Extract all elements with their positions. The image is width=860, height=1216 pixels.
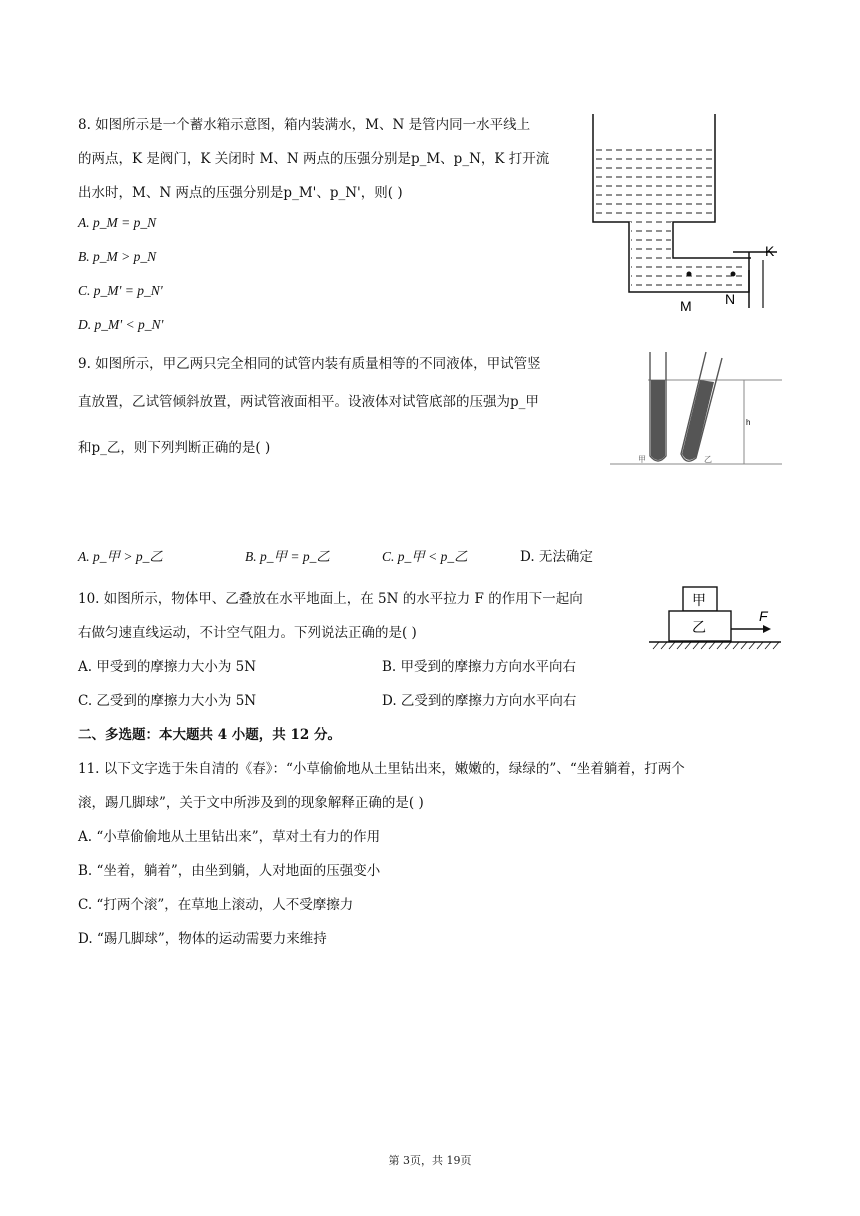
q8-option-b: B. p_M > p_N	[78, 249, 157, 264]
point-n-dot	[731, 272, 736, 277]
q8-stem-line2: 的两点，K 是阀门，K 关闭时 M、N 两点的压强分别是p_M、p_N，K 打开流	[78, 151, 550, 167]
q11-option-c: C. “打两个滚”，在草地上滚动，人不受摩擦力	[78, 897, 354, 913]
page-footer: 第 3页，共 19页	[388, 1154, 472, 1167]
test-tubes-figure	[610, 348, 785, 470]
q11-stem-line2: 滚，踢几脚球”，关于文中所涉及到的现象解释正确的是( )	[78, 795, 424, 811]
point-m-label: M	[680, 298, 692, 314]
q10-stem-line2: 右做匀速直线运动，不计空气阻力。下列说法正确的是( )	[78, 625, 417, 641]
q8-option-a: A. p_M = p_N	[78, 215, 157, 230]
q10-option-a: A. 甲受到的摩擦力大小为 5N	[78, 659, 257, 675]
q9-stem-line3: 和p_乙，则下列判断正确的是( )	[78, 440, 271, 456]
q11-option-b: B. “坐着，躺着”，由坐到躺，人对地面的压强变小	[78, 863, 381, 879]
force-label: F	[759, 608, 768, 624]
block-bottom-label: 乙	[692, 619, 706, 635]
q8-option-d: D. p_M' < p_N'	[78, 317, 164, 332]
point-m-dot	[687, 272, 692, 277]
pipe-water-vertical	[631, 222, 671, 292]
q8-stem-line3: 出水时，M、N 两点的压强分别是p_M'、p_N'，则( )	[78, 185, 403, 201]
water-tank-figure	[585, 110, 785, 320]
q10-option-c: C. 乙受到的摩擦力大小为 5N	[78, 693, 257, 709]
height-label: h	[746, 418, 751, 427]
q11-option-a: A. “小草偷偷地从土里钻出来”，草对土有力的作用	[78, 829, 381, 845]
q8-stem-line1: 8. 如图所示是一个蓄水箱示意图，箱内装满水，M、N 是管内同一水平线上	[78, 117, 531, 133]
q9-option-d: D. 无法确定	[520, 549, 593, 565]
q9-option-c: C. p_甲 < p_乙	[382, 549, 468, 564]
block-top-label: 甲	[692, 592, 706, 608]
q10-stem-line1: 10. 如图所示，物体甲、乙叠放在水平地面上，在 5N 的水平拉力 F 的作用下一起向	[78, 591, 583, 607]
stacked-blocks-figure	[645, 583, 785, 651]
tube-b-liquid	[682, 380, 714, 460]
ground-hatching	[653, 642, 779, 649]
section-heading: 二、多选题：本大题共 4 小题，共 12 分。	[78, 727, 341, 743]
tank-water	[595, 142, 713, 222]
force-arrowhead	[763, 625, 771, 633]
q10-option-b: B. 甲受到的摩擦力方向水平向右	[382, 659, 577, 675]
q8-option-c: C. p_M' = p_N'	[78, 283, 163, 298]
q9-stem-line2: 直放置，乙试管倾斜放置，两试管液面相平。设液体对试管底部的压强为p_甲	[78, 394, 539, 410]
q11-stem-line1: 11. 以下文字选于朱自清的《春》：“小草偷偷地从土里钻出来，嫩嫩的，绿绿的”、“坐着躺着，打两个	[78, 761, 685, 777]
tube-a-label: 甲	[638, 455, 646, 464]
point-n-label: N	[725, 291, 736, 307]
q9-option-a: A. p_甲 > p_乙	[78, 549, 163, 564]
q10-option-d: D. 乙受到的摩擦力方向水平向右	[382, 693, 577, 709]
tube-b-label: 乙	[704, 455, 712, 464]
valve-label: K	[765, 243, 775, 259]
q9-stem-line1: 9. 如图所示，甲乙两只完全相同的试管内装有质量相等的不同液体，甲试管竖	[78, 356, 541, 372]
q11-option-d: D. “踢几脚球”，物体的运动需要力来维持	[78, 931, 327, 947]
tube-a-liquid	[651, 380, 665, 460]
q9-option-b: B. p_甲 = p_乙	[245, 549, 330, 564]
